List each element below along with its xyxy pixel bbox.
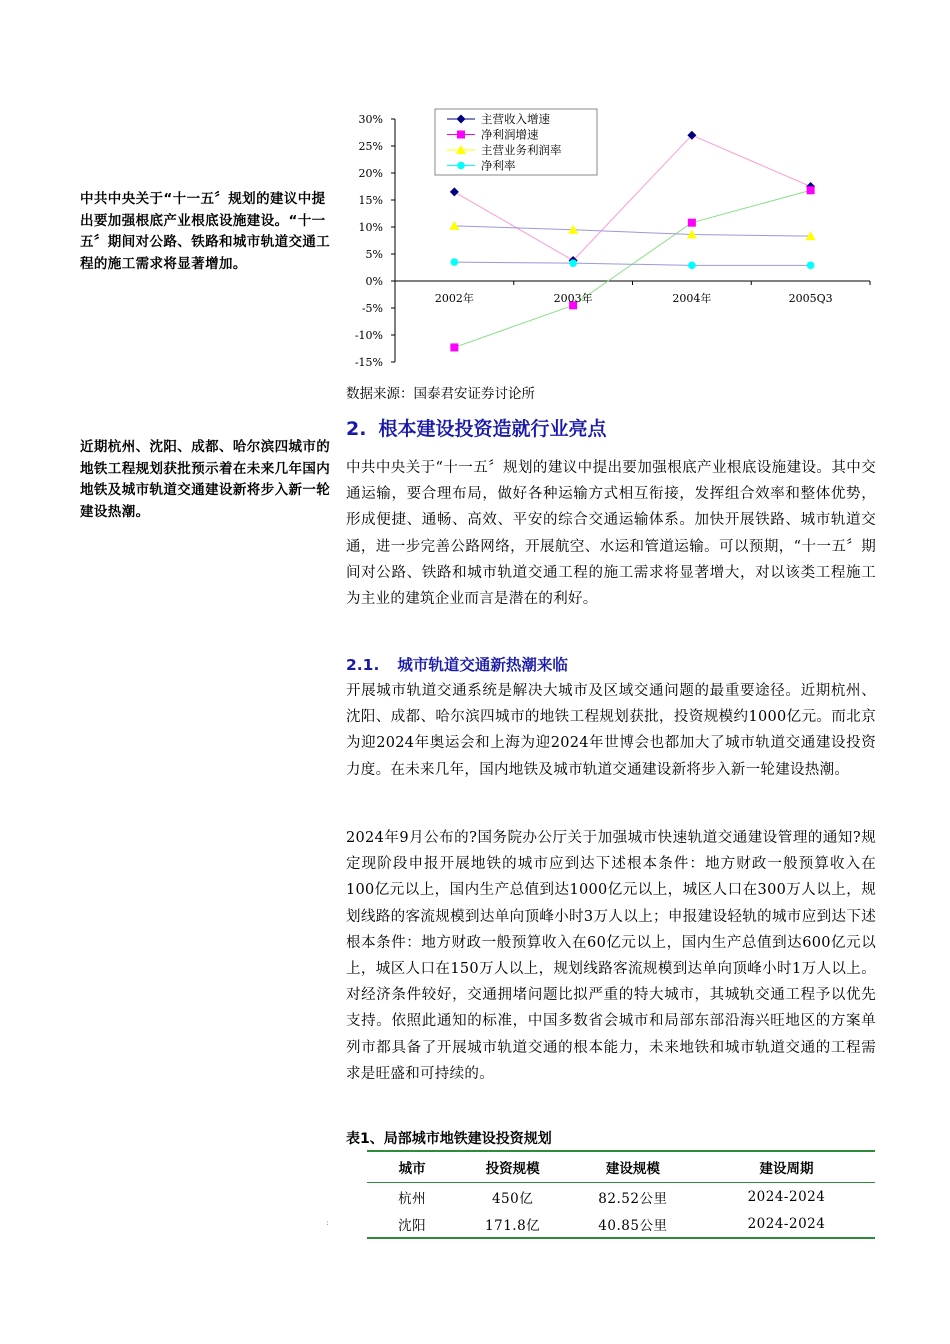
table-row: [367, 1183, 875, 1211]
chart-y-tick-label: 15%: [358, 194, 383, 207]
table-cell: 171.8亿: [457, 1210, 568, 1238]
table-cell: 沈阳: [367, 1210, 457, 1238]
chart-x-axis-labels: [435, 291, 833, 305]
chart-y-tick-label: 30%: [358, 113, 383, 126]
chart-y-tick-label: 5%: [365, 248, 383, 261]
chart-y-tick-label: -15%: [354, 356, 383, 369]
chart-data-point: [688, 262, 696, 270]
section-2-1-number: 2.1.: [346, 656, 380, 674]
chart-x-tick-label: 2002年: [434, 292, 474, 305]
chart-x-tick-label: 2003年: [553, 292, 593, 305]
table-cell: 40.85公里: [568, 1210, 698, 1238]
table-cell: 82.52公里: [598, 1190, 668, 1207]
chart-data-point: [451, 258, 459, 266]
section-2-1-body-2: 2024年9月公布的?国务院办公厅关于加强城市快速轨道交通建设管理的通知?规定现阶段申报开展地铁的城市应到达下述根本条件：地方财政一般预算收入在100亿元以上，国内生产总值到达1000亿元以上，城区人口在300万人以上，规划线路的客流规模到达单向顶峰小时3万人以上；申报建设轻轨的城市应到达下述根本条件：地方财政一般预算收入在60亿元以上，国内生产总值到达600亿元以上，城区人口在150万人以上，规划线路客流规模到达单向顶峰小时1万人以上。对经济条件较好，交通拥堵问题比拟严重的特大城市，其城轨交通工程予以优先支持。依照此通知的标准，中国多数省会城市和局部东部沿海兴旺地区的方案单列市都具备了开展城市轨道交通的根本能力，未来地铁和城市轨道交通的工程需求是旺盛和可持续的。: [346, 830, 876, 1082]
section-2-1-body-1: 开展城市轨道交通系统是解决大城市及区域交通问题的最重要途径。近期杭州、沈阳、成都、哈尔滨四城市的地铁工程规划获批，投资规模约1000亿元。而北京为迎2024年奥运会和上海为迎2024年世博会也都加大了城市轨道交通建设投资力度。在未来几年，国内地铁及城市轨道交通建设新将步入新一轮建设热潮。: [346, 683, 876, 778]
chart-data-point: [807, 262, 815, 270]
investment-table: [367, 1150, 875, 1239]
chart-data-point: [807, 186, 815, 194]
chart-data-point: [450, 343, 458, 351]
table-header-investment: 投资规模: [457, 1151, 568, 1183]
chart-y-tick-label: -10%: [354, 329, 383, 342]
section-2-number: 2.: [346, 418, 367, 440]
section-2-body: 中共中央关于“十一五〞规划的建议中提出要加强根底产业根底设施建设。其中交通运输，要合理布局，做好各种运输方式相互衔接，发挥组合效率和整体优势，形成便捷、通畅、高效、平安的综合交通运输体系。加快开展铁路、城市轨道交通，进一步完善公路网络，开展航空、水运和管道运输。可以预期，“十一五〞期间对公路、铁路和城市轨道交通工程的施工需求将显著增大，对以该类工程施工为主业的建筑企业而言是潜在的利好。: [346, 460, 876, 608]
chart-y-tick-label: 20%: [358, 167, 383, 180]
chart-y-tick-label: 0%: [365, 275, 383, 288]
chart-data-point: [688, 219, 696, 227]
chart-data-point: [450, 187, 459, 196]
section-2-heading: [346, 414, 606, 441]
table-cell: 2024-2024: [747, 1188, 826, 1205]
chart-legend-label: 主营收入增速: [481, 112, 550, 126]
chart-source-note: 数据来源：国泰君安证券讨论所: [346, 386, 535, 402]
chart-data-point: [449, 221, 459, 230]
sidebar-note-1: 中共中央关于“十一五〞规划的建议中提出要加强根底产业根底设施建设。“十一五〞期间对公路、铁路和城市轨道交通工程的施工需求将显著增加。: [80, 191, 331, 272]
sidebar-note-2: 近期杭州、沈阳、成都、哈尔滨四城市的地铁工程规划获批预示着在未来几年国内地铁及城市轨道交通建设新将步入新一轮建设热潮。: [80, 439, 331, 520]
chart-x-tick-label: 2004年: [672, 292, 712, 305]
growth-line-chart: [340, 100, 880, 380]
chart-legend-marker: [457, 162, 465, 170]
table-cell: 450亿: [491, 1190, 534, 1207]
table-header-scale: 建设规模: [568, 1151, 698, 1183]
chart-data-point: [569, 259, 577, 267]
table-row: [367, 1210, 875, 1238]
table-cell: 2024-2024: [698, 1210, 875, 1238]
stray-mark: :: [326, 1218, 329, 1227]
chart-series-line: [454, 226, 810, 236]
section-2-1-title: 城市轨道交通新热潮来临: [397, 656, 568, 674]
section-2-title: 根本建设投资造就行业亮点: [378, 418, 607, 440]
chart-x-tick-label: 2005Q3: [788, 292, 833, 305]
table-caption: 表1、局部城市地铁建设投资规划: [346, 1131, 552, 1147]
chart-legend: [435, 109, 597, 175]
chart-y-tick-label: -5%: [361, 302, 383, 315]
chart-y-tick-label: 10%: [358, 221, 383, 234]
table-header-period: 建设周期: [698, 1151, 875, 1183]
chart-y-tick-label: 25%: [358, 140, 383, 153]
chart-legend-label: 净利润增速: [481, 127, 539, 142]
chart-y-axis: [355, 113, 870, 369]
chart-legend-marker: [457, 131, 465, 139]
chart-legend-label: 净利率: [481, 158, 516, 173]
chart-legend-label: 主营业务利润率: [481, 143, 562, 157]
chart-series-line: [454, 190, 810, 347]
section-2-1-heading: [346, 653, 568, 675]
table-header-city: 城市: [367, 1151, 457, 1183]
table-cell: 杭州: [398, 1190, 427, 1207]
